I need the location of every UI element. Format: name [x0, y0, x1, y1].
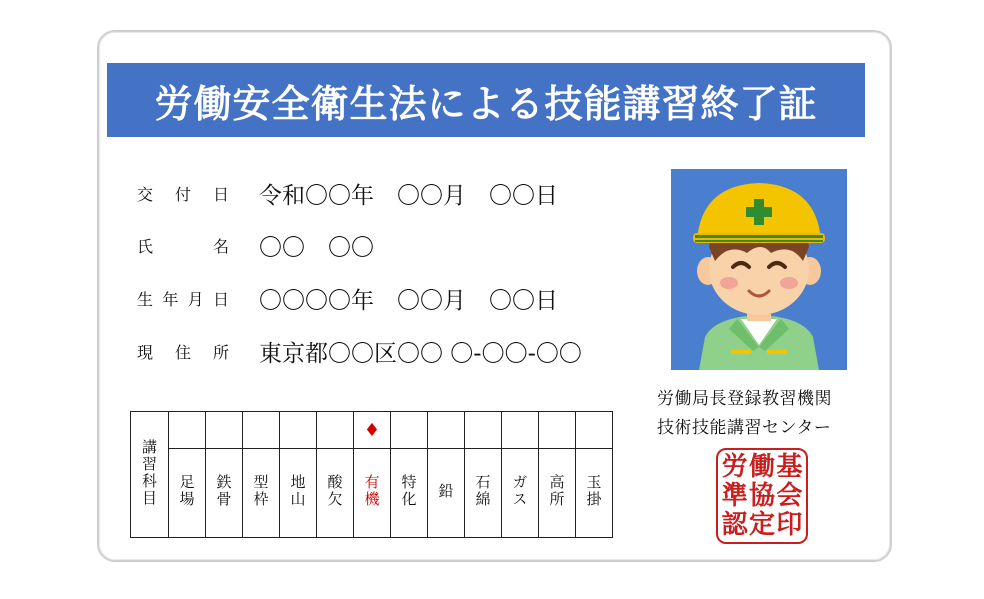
subject-mark-cell [243, 412, 280, 449]
field-value: 令和〇〇年 〇〇月 〇〇日 [259, 182, 558, 209]
organization-line-1: 労働局長登録教習機関 [657, 389, 832, 409]
seal-character: 労 [721, 452, 748, 483]
subject-mark-cell [428, 412, 465, 449]
subject-label: ガス [502, 449, 539, 538]
card-title: 労働安全衛生法による技能講習終了証 [107, 63, 865, 137]
subject-mark-cell [465, 412, 502, 449]
field-label: 氏 名 [137, 236, 229, 256]
seal-character: 認 [721, 509, 748, 540]
subject-label: 特化 [391, 449, 428, 538]
subject-label: 石綿 [465, 449, 502, 538]
subject-mark-cell [206, 412, 243, 449]
subject-mark-cell [280, 412, 317, 449]
subject-label: 玉掛 [576, 449, 613, 538]
seal-character: 協 [748, 480, 775, 511]
organization-line-2: 技術技能講習センター [657, 418, 832, 438]
seal-character: 働 [748, 452, 775, 483]
subject-label: 地山 [280, 449, 317, 538]
subject-mark-cell: ♦ [354, 412, 391, 449]
field-value: 〇〇 〇〇 [259, 234, 374, 261]
subject-mark-cell [539, 412, 576, 449]
worker-avatar-illustration [671, 169, 847, 370]
seal-character: 準 [721, 480, 748, 511]
field-name [137, 228, 374, 262]
subject-label: 酸欠 [317, 449, 354, 538]
subject-label: 鉛 [428, 449, 465, 538]
field-address [137, 334, 582, 368]
field-label: 生 年 月 日 [137, 289, 229, 309]
subject-mark-cell [169, 412, 206, 449]
subject-mark-cell [391, 412, 428, 449]
seal-character: 定 [748, 509, 775, 540]
seal-character: 会 [776, 480, 803, 511]
field-birthdate [137, 281, 558, 315]
field-issue-date [137, 176, 558, 210]
seal-character: 基 [776, 452, 803, 483]
field-value: 〇〇〇〇年 〇〇月 〇〇日 [259, 287, 558, 314]
subject-mark-cell [317, 412, 354, 449]
subjects-header: 講習科目 [131, 412, 169, 538]
field-label: 交 付 日 [137, 184, 229, 204]
id-photo [671, 169, 847, 370]
subject-mark-cell [502, 412, 539, 449]
red-seal-stamp [716, 448, 808, 544]
subjects-table [130, 411, 613, 538]
subject-label: 高所 [539, 449, 576, 538]
field-value: 東京都〇〇区〇〇 〇-〇〇-〇〇 [259, 340, 582, 367]
subject-mark-cell [576, 412, 613, 449]
seal-character: 印 [776, 509, 803, 540]
subject-label: 有機 [354, 449, 391, 538]
subject-label: 足場 [169, 449, 206, 538]
field-label: 現 住 所 [137, 342, 229, 362]
subject-label: 型枠 [243, 449, 280, 538]
subject-label: 鉄骨 [206, 449, 243, 538]
